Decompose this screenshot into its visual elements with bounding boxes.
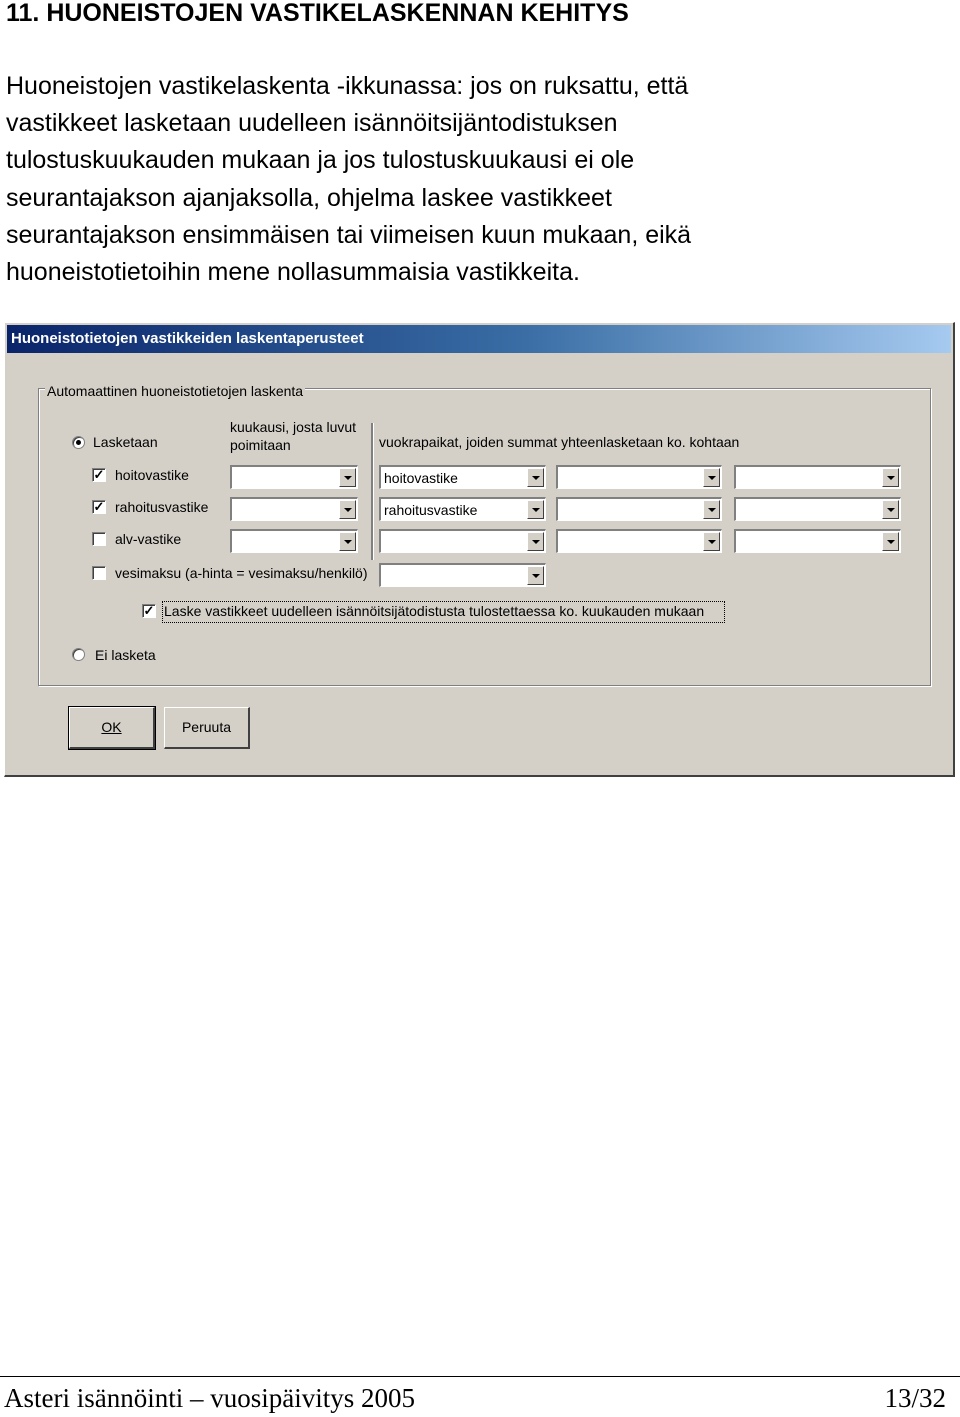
- vesimaksu-label-text: vesimaksu: [115, 565, 182, 581]
- chevron-down-icon: [708, 476, 716, 480]
- calculate-radio-label[interactable]: Lasketaan: [93, 434, 158, 450]
- no-calculate-radio[interactable]: [72, 648, 85, 661]
- radio-dot-icon: [76, 440, 81, 445]
- chevron-down-icon: [887, 508, 895, 512]
- ok-button[interactable]: [69, 707, 155, 749]
- combo-value: rahoitusvastike: [384, 502, 478, 518]
- combo-dropdown-button[interactable]: [339, 500, 356, 519]
- hoitovastike-rent-combo-1[interactable]: [379, 465, 546, 489]
- alv-vastike-checkbox[interactable]: [92, 532, 106, 546]
- page-number: 13/32: [884, 1383, 946, 1413]
- chevron-down-icon: [344, 540, 352, 544]
- hoitovastike-label[interactable]: hoitovastike: [115, 467, 189, 483]
- intro-line: huoneistotietoihin mene nollasummaisia vastikkeita.: [6, 258, 580, 287]
- vesimaksu-combo[interactable]: [379, 563, 546, 587]
- intro-line: tulostuskuukauden mukaan ja jos tulostuskuukausi ei ole: [6, 146, 635, 175]
- combo-dropdown-button[interactable]: [527, 566, 544, 585]
- ok-button-label: OK: [101, 719, 122, 735]
- combo-dropdown-button[interactable]: [527, 532, 544, 551]
- alv-vastike-rent-combo-1[interactable]: [379, 529, 546, 553]
- no-calculate-radio-label[interactable]: Ei lasketa: [95, 647, 156, 663]
- rahoitusvastike-label[interactable]: rahoitusvastike: [115, 499, 209, 515]
- combo-dropdown-button[interactable]: [703, 468, 720, 487]
- calculate-radio[interactable]: [72, 436, 85, 449]
- recalc-checkbox[interactable]: ✓: [143, 603, 155, 618]
- rahoitusvastike-month-combo[interactable]: [230, 497, 358, 521]
- chevron-down-icon: [344, 476, 352, 480]
- vesimaksu-sublabel: (a-hinta = vesimaksu/henkilö): [185, 565, 368, 581]
- group-label: Automaattinen huoneistotietojen laskenta: [47, 383, 304, 399]
- month-column-header: kuukausi, josta luvut poimitaan: [230, 419, 357, 453]
- chevron-down-icon: [887, 540, 895, 544]
- combo-dropdown-button[interactable]: [882, 500, 899, 519]
- chevron-down-icon: [532, 476, 540, 480]
- column-divider: [371, 423, 373, 560]
- alv-vastike-rent-combo-3[interactable]: [734, 529, 901, 553]
- rahoitusvastike-rent-combo-3[interactable]: [734, 497, 901, 521]
- combo-dropdown-button[interactable]: [703, 500, 720, 519]
- rahoitusvastike-checkbox[interactable]: ✓: [93, 499, 105, 514]
- rent-column-header: vuokrapaikat, joiden summat yhteenlasketaan ko. kohtaan: [379, 434, 740, 450]
- footer-rule: [0, 1376, 960, 1377]
- combo-dropdown-button[interactable]: [527, 500, 544, 519]
- chevron-down-icon: [708, 508, 716, 512]
- calculation-settings-dialog: [4, 322, 955, 777]
- chevron-down-icon: [708, 540, 716, 544]
- hoitovastike-rent-combo-3[interactable]: [734, 465, 901, 489]
- combo-dropdown-button[interactable]: [882, 468, 899, 487]
- combo-dropdown-button[interactable]: [339, 532, 356, 551]
- combo-value: hoitovastike: [384, 470, 458, 486]
- combo-dropdown-button[interactable]: [703, 532, 720, 551]
- alv-vastike-month-combo[interactable]: [230, 529, 358, 553]
- section-heading: 11. HUONEISTOJEN VASTIKELASKENNAN KEHITYS: [6, 0, 629, 27]
- rahoitusvastike-rent-combo-2[interactable]: [556, 497, 722, 521]
- vesimaksu-label[interactable]: [115, 565, 368, 581]
- intro-line: vastikkeet lasketaan uudelleen isännöitsijäntodistuksen: [6, 109, 618, 138]
- combo-dropdown-button[interactable]: [527, 468, 544, 487]
- hoitovastike-month-combo[interactable]: [230, 465, 358, 489]
- cancel-button[interactable]: [164, 707, 250, 749]
- chevron-down-icon: [532, 508, 540, 512]
- vesimaksu-checkbox[interactable]: [92, 566, 106, 580]
- alv-vastike-label[interactable]: alv-vastike: [115, 531, 182, 547]
- dialog-title-bar[interactable]: [7, 325, 951, 353]
- intro-line: seurantajakson ensimmäisen tai viimeisen kuun mukaan, eikä: [6, 220, 692, 249]
- chevron-down-icon: [344, 508, 352, 512]
- intro-line: Huoneistojen vastikelaskenta -ikkunassa: jos on ruksattu, että: [6, 72, 689, 100]
- rahoitusvastike-rent-combo-1[interactable]: [379, 497, 546, 521]
- recalc-label[interactable]: Laske vastikkeet uudelleen isännöitsijätodistusta tulostettaessa ko. kuukauden mukaan: [164, 603, 705, 619]
- combo-dropdown-button[interactable]: [339, 468, 356, 487]
- intro-paragraph: [6, 68, 946, 291]
- intro-line: seurantajakson ajanjaksolla, ohjelma laskee vastikkeet: [6, 183, 612, 212]
- dialog-title: Huoneistotietojen vastikkeiden laskentaperusteet: [11, 330, 364, 347]
- hoitovastike-checkbox[interactable]: ✓: [93, 467, 105, 482]
- combo-dropdown-button[interactable]: [882, 532, 899, 551]
- chevron-down-icon: [887, 476, 895, 480]
- hoitovastike-rent-combo-2[interactable]: [556, 465, 722, 489]
- cancel-button-label: Peruuta: [181, 719, 232, 735]
- chevron-down-icon: [532, 540, 540, 544]
- alv-vastike-rent-combo-2[interactable]: [556, 529, 722, 553]
- chevron-down-icon: [532, 574, 540, 578]
- footer-title: Asteri isännöinti – vuosipäivitys 2005: [4, 1383, 415, 1413]
